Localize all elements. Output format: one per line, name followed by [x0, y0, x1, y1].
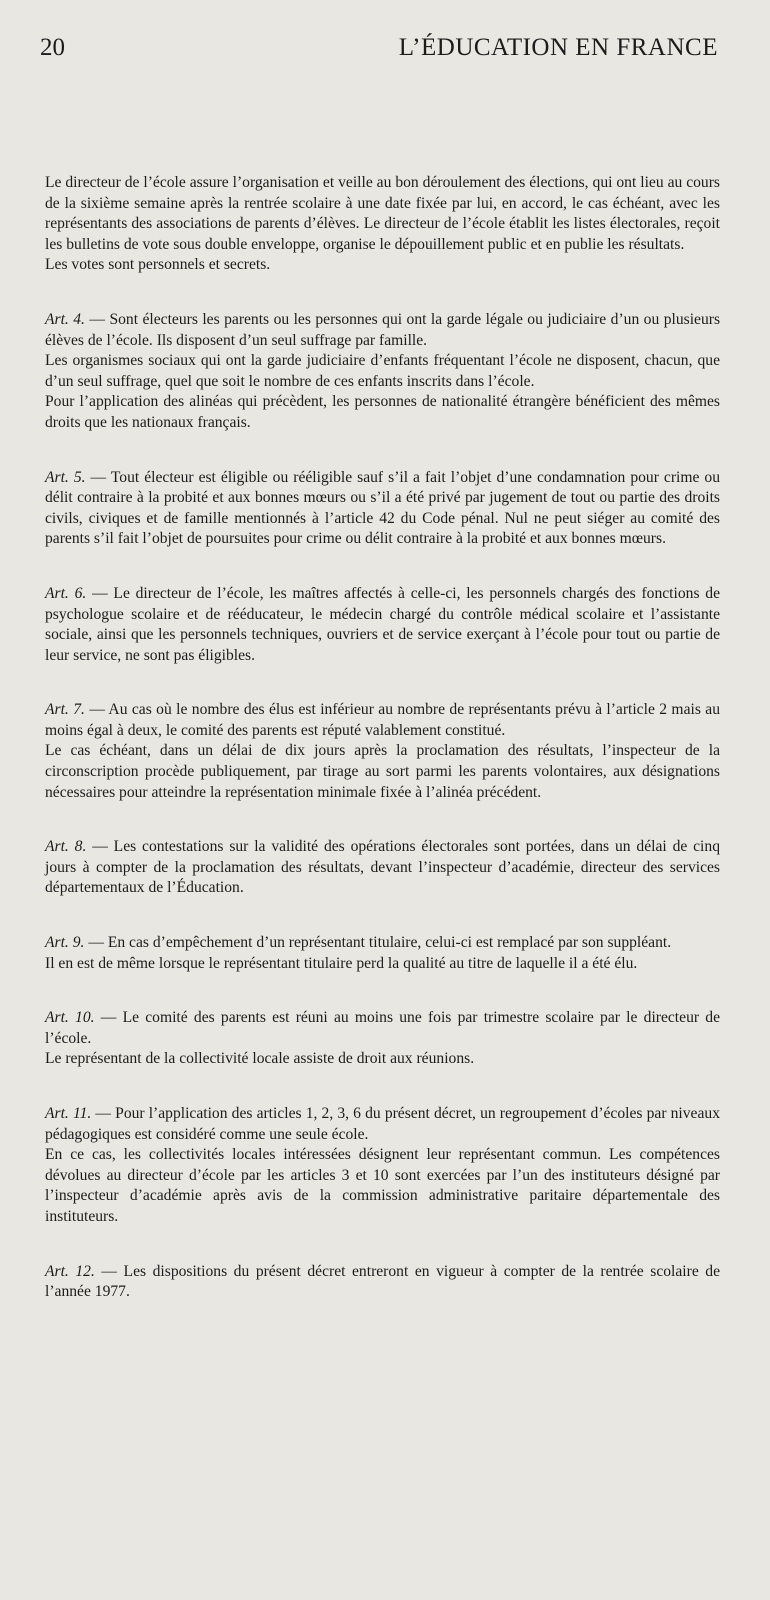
article-text: — Le comité des parents est réuni au moins une fois par trimestre scolaire par le directeur de l’école.	[45, 1009, 720, 1047]
article	[45, 1008, 720, 1070]
article-text: — Les dispositions du présent décret entreront en vigueur à compter de la rentrée scolaire de l’année 1977.	[45, 1262, 721, 1301]
article-text: — Les contestations sur la validité des opérations électorales sont portées, dans un délai de cinq jours à compter de la proclamation des résultats, devant l’inspecteur d’académie, directeur des services départementaux de l’Éducation.	[45, 838, 720, 897]
article-paragraph	[45, 700, 720, 741]
article-paragraph	[45, 584, 720, 666]
page-number: 20	[40, 34, 65, 61]
article-label: Art. 8.	[45, 838, 87, 856]
article	[45, 1262, 720, 1303]
article-text: Le cas échéant, dans un délai de dix jours après la proclamation des résultats, l’inspecteur de la circonscription procède publiquement, par tirage au sort parmi les parents volontaires, aux désignations nécessaires pour atteindre la représentation minimale fixée à l’alinéa précédent.	[45, 742, 720, 801]
article-paragraph	[45, 351, 720, 392]
article-text: — Pour l’application des articles 1, 2, 3, 6 du présent décret, un regroupement d’écoles par niveaux pédagogiques est considéré comme une seule école.	[45, 1105, 720, 1143]
article-text: Le représentant de la collectivité locale assiste de droit aux réunions.	[45, 1050, 475, 1068]
article-label: Art. 11.	[45, 1105, 92, 1122]
article-paragraph	[45, 741, 720, 803]
article-label: Art. 7.	[45, 701, 85, 719]
article	[45, 584, 720, 666]
article-text: — Sont électeurs les parents ou les personnes qui ont la garde légale ou judiciaire d’un ou plusieurs élèves de l’école. Ils disposent d’un seul suffrage par famille.	[45, 310, 721, 349]
article	[45, 310, 720, 434]
article-text: — En cas d’empêchement d’un représentant titulaire, celui-ci est remplacé par son suppléant.	[88, 934, 672, 952]
article-paragraph	[45, 310, 720, 351]
article-text: — Le directeur de l’école, les maîtres affectés à celle-ci, les personnels chargés des fonctions de psychologue scolaire et de rééducateur, le médecin chargé du contrôle médical scolaire et l’assistante sociale, ainsi que les personnels techniques, ouvriers et de service exerçant à l’école pour tout ou partie de leur service, ne sont pas éligibles.	[45, 584, 720, 664]
article-text: — Au cas où le nombre des élus est inférieur au nombre de représentants prévu à l’article 2 mais au moins égal à deux, le comité des parents est réputé valablement constitué.	[45, 701, 720, 739]
article	[45, 1104, 720, 1228]
article-paragraph	[45, 837, 720, 899]
article-text: En ce cas, les collectivités locales intéressées désignent leur représentant commun. Les compétences dévolues au directeur d’école par les articles 3 et 10 sont exercées par l’un des instituteurs désigné par l’inspecteur d’académie après avis de la commission administrative paritaire départementale des instituteurs.	[45, 1146, 720, 1225]
article-label: Art. 5.	[45, 468, 86, 486]
article-paragraph	[45, 933, 720, 954]
article-text: — Tout électeur est éligible ou rééligible sauf s’il a fait l’objet d’une condamnation pour crime ou délit contraire à la probité et aux bonnes mœurs ou s’il a été privé par jugement de tout ou partie des droits civils, civiques et de famille mentionnés à l’article 42 du Code pénal. Nul ne peut siéger au comité des parents s’il fait l’objet de poursuites pour crime ou délit contraire à la probité et aux bonnes mœurs.	[45, 468, 721, 548]
article-text: Les organismes sociaux qui ont la garde judiciaire d’enfants fréquentant l’école ne disposent, chacun, que d’un seul suffrage, quel que soit le nombre de ces enfants inscrits dans l’école.	[45, 352, 720, 390]
intro-section	[45, 173, 720, 276]
article-label: Art. 6.	[45, 584, 87, 602]
intro-paragraph: Le directeur de l’école assure l’organisation et veille au bon déroulement des élections, qui ont lieu au cours de la sixième semaine après la rentrée scolaire à une date fixée par lui, en accord, le cas échéant, avec les représentants des associations de parents d’élèves. Le directeur de l’école établit les listes électorales, reçoit les bulletins de vote sous double enveloppe, organise le dépouillement public et en publie les résultats.	[45, 174, 720, 253]
article-label: Art. 12.	[45, 1262, 95, 1280]
article-text: Pour l’application des alinéas qui précèdent, les personnes de nationalité étrangère bénéficient des mêmes droits que les nationaux français.	[45, 393, 720, 431]
article-paragraph	[45, 954, 720, 975]
body-text	[45, 173, 720, 1303]
articles-list	[45, 310, 720, 1303]
article-paragraph	[45, 392, 720, 433]
article	[45, 933, 720, 974]
article-paragraph	[45, 468, 720, 550]
article	[45, 468, 720, 550]
article-paragraph	[45, 1145, 720, 1227]
running-title: L’ÉDUCATION EN FRANCE	[398, 34, 718, 61]
article-label: Art. 10.	[45, 1009, 95, 1027]
article-label: Art. 9.	[45, 934, 85, 952]
article-paragraph	[45, 1262, 720, 1303]
intro-paragraph: Les votes sont personnels et secrets.	[45, 256, 271, 274]
article-paragraph	[45, 1049, 720, 1070]
page-header	[40, 34, 718, 74]
article-paragraph	[45, 1104, 720, 1145]
article	[45, 700, 720, 803]
article-paragraph	[45, 1008, 720, 1049]
article-label: Art. 4.	[45, 310, 85, 328]
article	[45, 837, 720, 899]
article-text: Il en est de même lorsque le représentant titulaire perd la qualité au titre de laquelle il a été élu.	[45, 954, 638, 972]
